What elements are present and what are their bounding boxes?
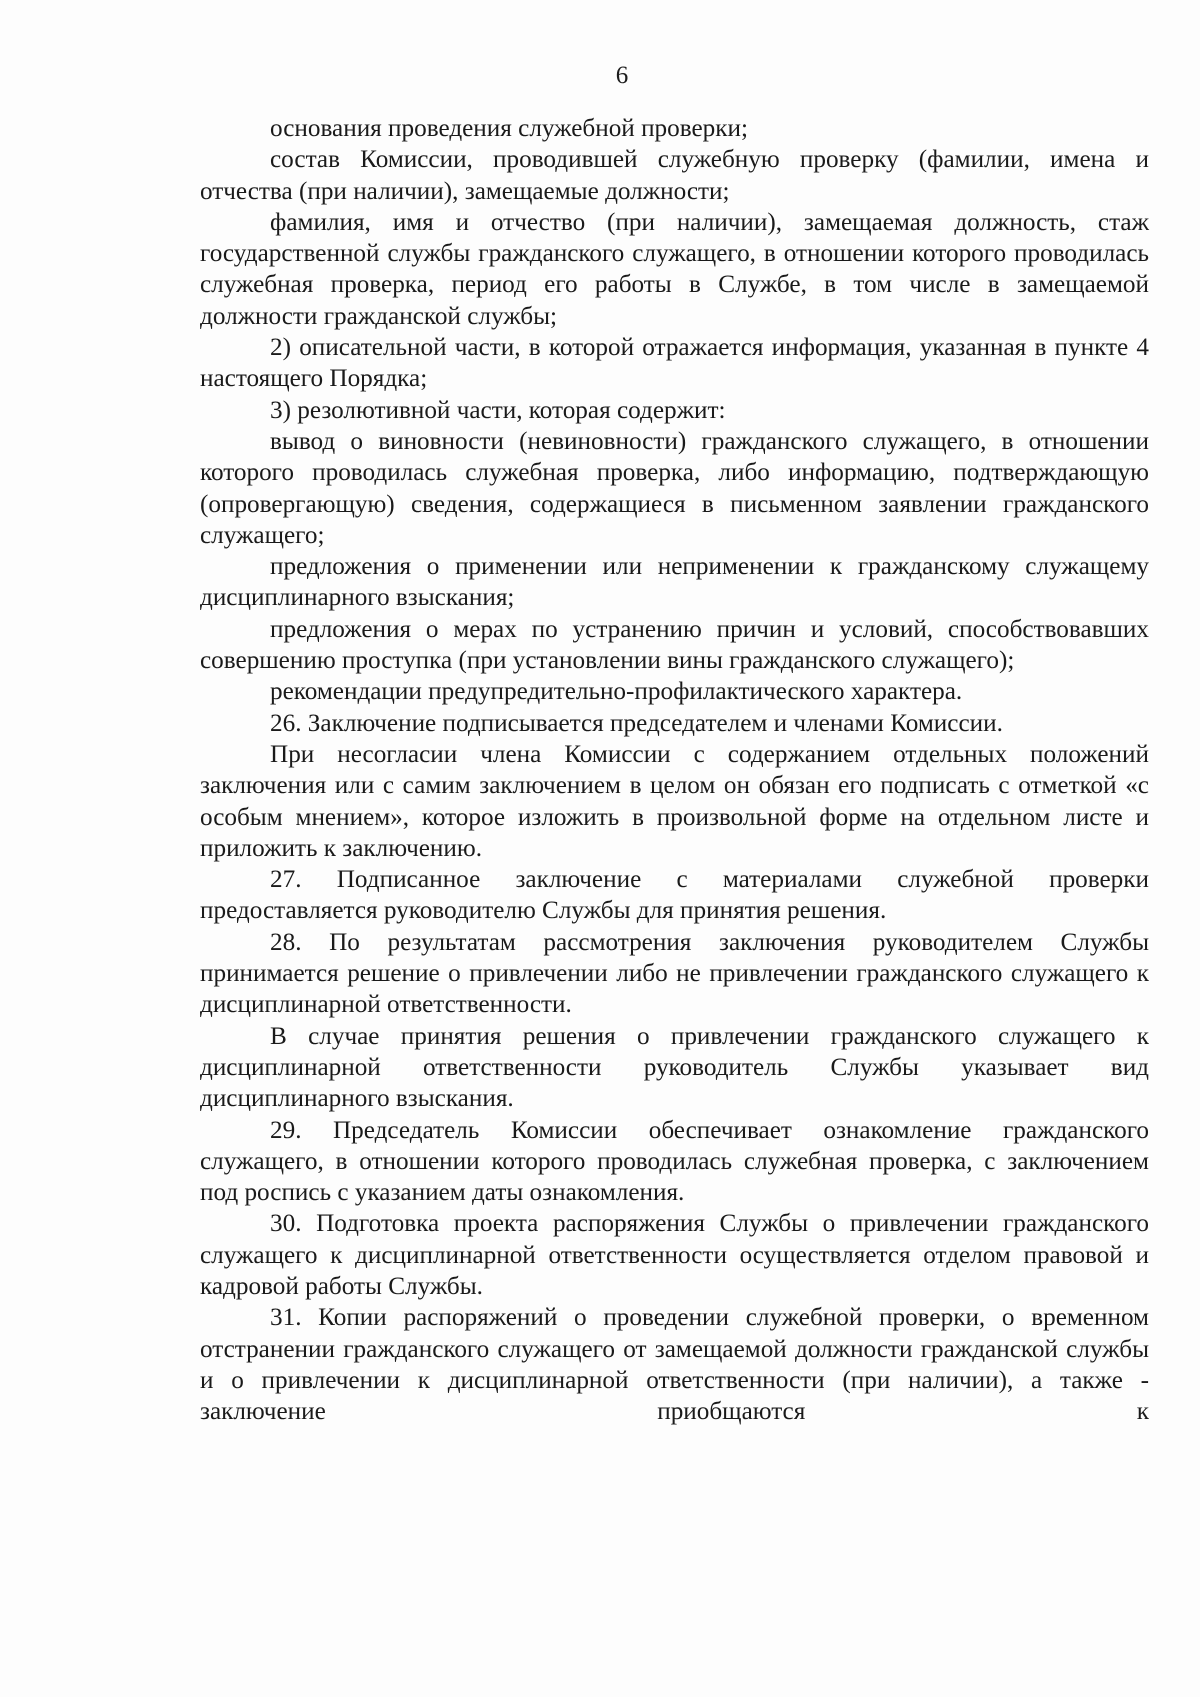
paragraph-grounds: основания проведения служебной проверки;: [270, 115, 748, 142]
paragraph-item-27: 27. Подписанное заключение с материалами служебной проверки предоставляется руководителю Службы для принятия решения.: [200, 866, 1149, 925]
paragraph-item-31: 31. Копии распоряжений о проведении служебной проверки, о временном отстранении гражданского служащего от замещаемой должности гражданской службы и о привлечении к дисциплинарной ответственности (при наличии), а также - заключение приобщаются к: [200, 1304, 1149, 1426]
paragraph-remediation-proposals: предложения о мерах по устранению причин и условий, способствовавших совершению проступка (при установлении вины гражданского служащего);: [200, 615, 1149, 675]
paragraph-guilt-conclusion: вывод о виновности (невиновности) гражданского служащего, в отношении которого проводилась служебная проверка, либо информацию, подтверждающую (опровергающую) сведения, содержащиеся в письменном заявлении гражданского служащего;: [200, 427, 1149, 549]
page-number: 6: [615, 62, 629, 89]
paragraph-recommendations: рекомендации предупредительно-профилактического характера.: [270, 678, 963, 706]
paragraph-dissent: При несогласии члена Комиссии с содержанием отдельных положений заключения или с самим заключением в целом он обязан его подписать с отметкой «с особым мнением», которое изложить в произвольной форме на отдельном листе и приложить к заключению.: [200, 740, 1149, 862]
paragraph-resolutive-part: 3) резолютивной части, которая содержит:: [270, 396, 726, 424]
paragraph-employee-details: фамилия, имя и отчество (при наличии), замещаемая должность, стаж государственной службы гражданского служащего, в отношении которого проводилась служебная проверка, период его работы в Службе, в том числе в замещаемой должности гражданской службы;: [200, 208, 1149, 330]
paragraph-item-26: 26. Заключение подписывается председателем и членами Комиссии.: [270, 709, 1003, 737]
paragraph-commission-composition: состав Комиссии, проводившей служебную проверку (фамилии, имена и отчества (при наличии), замещаемые должности;: [200, 146, 1149, 205]
document-body: [200, 113, 1149, 1427]
paragraph-item-28: 28. По результатам рассмотрения заключения руководителем Службы принимается решение о привлечении либо не привлечении гражданского служащего к дисциплинарной ответственности.: [200, 928, 1149, 1019]
paragraph-item-30: 30. Подготовка проекта распоряжения Службы о привлечении гражданского служащего к дисциплинарной ответственности осуществляется отделом правовой и кадровой работы Службы.: [200, 1210, 1149, 1300]
paragraph-penalty-proposals: предложения о применении или неприменении к гражданскому служащему дисциплинарного взыскания;: [200, 553, 1149, 612]
paragraph-descriptive-part: 2) описательной части, в которой отражается информация, указанная в пункте 4 настоящего Порядка;: [200, 334, 1149, 393]
paragraph-penalty-type: В случае принятия решения о привлечении гражданского служащего к дисциплинарной ответственности руководитель Службы указывает вид дисциплинарного взыскания.: [200, 1022, 1149, 1113]
paragraph-item-29: 29. Председатель Комиссии обеспечивает ознакомление гражданского служащего, в отношении которого проводилась служебная проверка, с заключением под роспись с указанием даты ознакомления.: [200, 1116, 1149, 1207]
